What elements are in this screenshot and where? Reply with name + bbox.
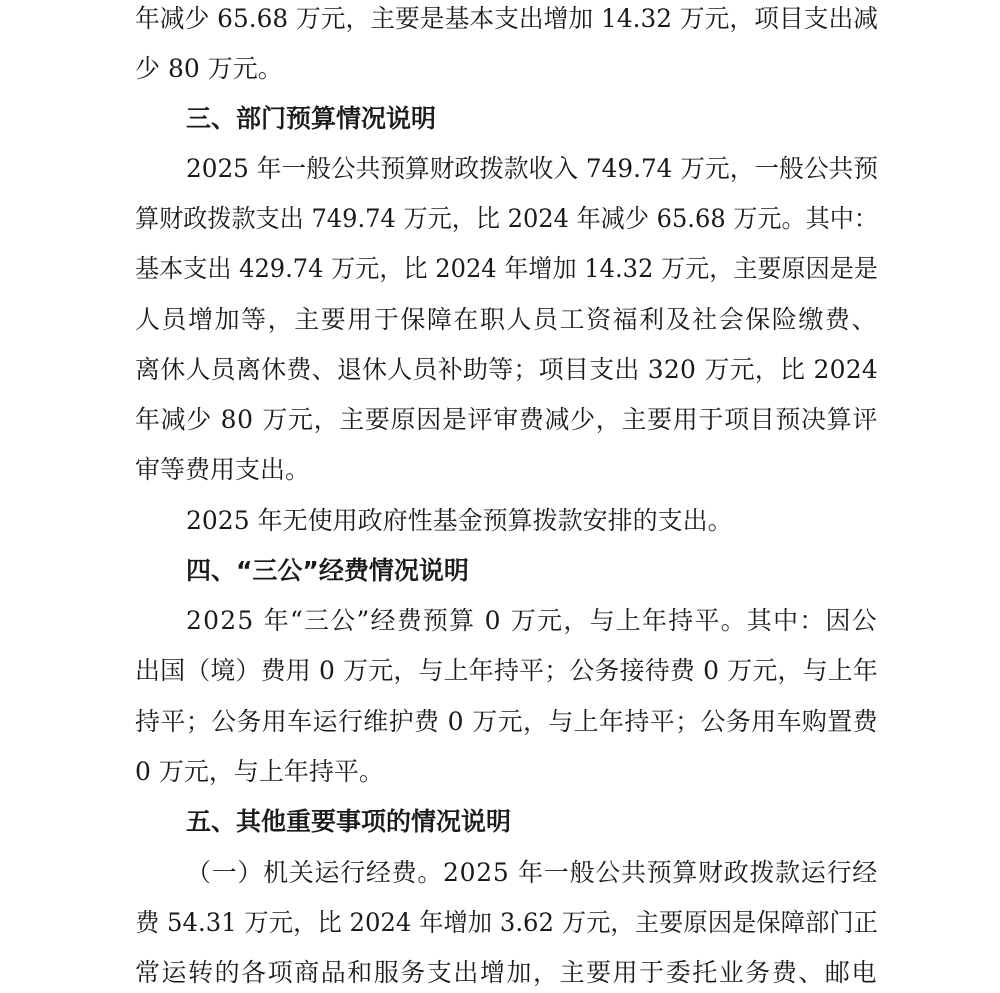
paragraph-text: 常运转的各项商品和服务支出增加，主要用于委托业务费、邮电 — [135, 958, 878, 987]
section-heading-3 — [0, 99, 1000, 139]
paragraph-text: 离休人员离休费、退休人员补助等；项目支出 320 万元，比 2024 — [135, 355, 878, 384]
section-heading-5 — [0, 802, 1000, 842]
text-line — [0, 249, 1000, 289]
text-line — [0, 853, 1000, 893]
text-line — [0, 149, 1000, 189]
paragraph-text: 持平；公务用车运行维护费 0 万元，与上年持平；公务用车购置费 — [135, 707, 878, 736]
text-line — [0, 752, 1000, 792]
text-line — [0, 651, 1000, 691]
paragraph-text: 费 54.31 万元，比 2024 年增加 3.62 万元，主要原因是保障部门正 — [135, 908, 878, 937]
paragraph-text: 算财政拨款支出 749.74 万元，比 2024 年减少 65.68 万元。其中： — [135, 204, 878, 233]
text-line — [0, 400, 1000, 440]
heading-text: 四、“三公”经费情况说明 — [186, 556, 469, 585]
paragraph-text: 审等费用支出。 — [135, 455, 311, 484]
text-line — [0, 903, 1000, 943]
text-line — [0, 601, 1000, 641]
paragraph-text: 基本支出 429.74 万元，比 2024 年增加 14.32 万元，主要原因是是 — [135, 254, 878, 283]
text-line — [0, 501, 1000, 541]
paragraph-text: 出国（境）费用 0 万元，与上年持平；公务接待费 0 万元，与上年 — [135, 656, 878, 685]
paragraph-text: 年减少 80 万元，主要原因是评审费减少，主要用于项目预决算评 — [135, 405, 878, 434]
heading-text: 五、其他重要事项的情况说明 — [186, 807, 512, 836]
section-heading-4 — [0, 551, 1000, 591]
paragraph-text: 0 万元，与上年持平。 — [135, 757, 384, 786]
text-line — [0, 702, 1000, 742]
paragraph-text: 少 80 万元。 — [135, 54, 283, 83]
text-line — [0, 300, 1000, 340]
text-line — [0, 953, 1000, 993]
text-line — [0, 350, 1000, 390]
paragraph-text: （一）机关运行经费。2025 年一般公共预算财政拨款运行经 — [186, 858, 878, 887]
paragraph-text: 2025 年一般公共预算财政拨款收入 749.74 万元，一般公共预 — [186, 154, 878, 183]
text-line — [0, 0, 1000, 39]
paragraph-text: 年减少 65.68 万元，主要是基本支出增加 14.32 万元，项目支出减 — [135, 4, 878, 33]
paragraph-text: 人员增加等，主要用于保障在职人员工资福利及社会保险缴费、 — [135, 305, 878, 334]
text-line — [0, 450, 1000, 490]
text-line — [0, 49, 1000, 89]
paragraph-text: 2025 年“三公”经费预算 0 万元，与上年持平。其中：因公 — [186, 606, 878, 635]
paragraph-text: 2025 年无使用政府性基金预算拨款安排的支出。 — [186, 506, 733, 535]
text-line — [0, 199, 1000, 239]
heading-text: 三、部门预算情况说明 — [186, 104, 437, 133]
